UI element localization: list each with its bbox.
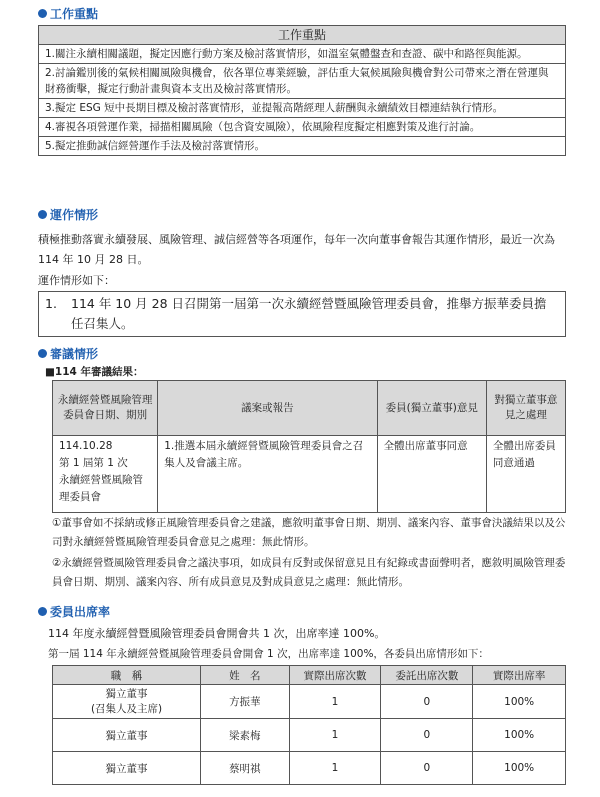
table-cell-actual: 1: [289, 752, 381, 785]
table-row: [53, 436, 566, 513]
table-cell-name: 蔡明祺: [201, 752, 289, 785]
table-header-row: [53, 381, 566, 436]
focus-item: 3.擬定 ESG 短中長期目標及檢討落實情形，並提報高階經理人薪酬與永續績效目標連結執行情形。: [39, 99, 565, 118]
table-row: [53, 719, 566, 752]
section-heading-operation: [38, 206, 98, 223]
focus-item: 1.關注永續相關議題，擬定因應行動方案及檢討落實情形，如溫室氣體盤查和查證、碳中和路徑與能源。: [39, 45, 565, 64]
table-row: [53, 752, 566, 785]
table-header: 委員(獨立董事)意見: [377, 381, 486, 436]
review-note-1: ①董事會如不採納或修正風險管理委員會之建議，應敘明董事會日期、期別、議案內容、董事會決議結果以及公司對永續經營暨風險管理委員會意見之處理：無此情形。: [52, 517, 566, 548]
table-header: 實際出席次數: [289, 666, 381, 685]
section-heading-text: 委員出席率: [50, 605, 111, 619]
attendance-detail-intro: 第一屆 114 年永續經營暨風險管理委員會開會 1 次，出席率達 100%，各委員出席情形如下：: [48, 648, 489, 660]
section-heading-text: 審議情形: [50, 347, 99, 361]
operation-box: [38, 291, 566, 337]
table-cell-proxy: 0: [381, 685, 473, 719]
operation-box-text: 114 年 10 月 28 日召開第一屆第一次永續經營暨風險管理委員會，推舉方振華委員擔任召集人。: [71, 296, 547, 331]
focus-item: 4.審視各項營運作業，掃描相關風險（包含資安風險），依風險程度擬定相應對策及進行討論。: [39, 118, 565, 137]
attendance-table: [52, 665, 566, 785]
table-cell-name: 方振華: [201, 685, 289, 719]
table-cell-opinion: 全體出席董事同意: [377, 436, 486, 513]
table-cell-proposal: 1.推選本屆永續經營暨風險管理委員會之召集人及會議主席。: [158, 436, 377, 513]
table-cell-proxy: 0: [381, 719, 473, 752]
section-heading-text: 工作重點: [50, 7, 99, 21]
table-cell-handling: 全體出席委員同意通過: [486, 436, 565, 513]
section-heading-attendance: [38, 603, 110, 620]
table-cell-rate: 100%: [473, 685, 566, 719]
focus-item: 5.擬定推動誠信經營運作手法及檢討落實情形。: [45, 140, 266, 152]
table-header: 姓 名: [201, 666, 289, 685]
focus-item: 2.討論鑑別後的氣候相關風險與機會，依各單位專業經驗，評估重大氣候風險與機會對公司帶來之潛在營運與財務衝擊，擬定行動計畫與資本支出及檢討落實情形。: [39, 64, 565, 99]
table-header-row: [53, 666, 566, 685]
bullet-dot-icon: [38, 607, 47, 616]
table-header: 委託出席次數: [381, 666, 473, 685]
review-table: [52, 380, 566, 513]
operation-paragraph: 積極推動落實永續發展、風險管理、誠信經營等各項運作，每年一次向董事會報告其運作情形，最近一次為 114 年 10 月 28 日。: [38, 233, 555, 266]
table-cell-rate: 100%: [473, 752, 566, 785]
section-heading-review: [38, 345, 98, 362]
table-header: 永續經營暨風險管理委員會日期、期別: [53, 381, 158, 436]
operation-intro: 運作情形如下：: [38, 274, 115, 287]
attendance-summary: 114 年度永續經營暨風險管理委員會開會共 1 次，出席率達 100%。: [48, 627, 386, 640]
table-cell-rate: 100%: [473, 719, 566, 752]
table-header: 對獨立董事意見之處理: [486, 381, 565, 436]
table-cell-title: 獨立董事 (召集人及主席): [53, 685, 201, 719]
table-cell-actual: 1: [289, 685, 381, 719]
table-header: 實際出席率: [473, 666, 566, 685]
table-cell-title: 獨立董事: [53, 719, 201, 752]
focus-box-header: 工作重點: [39, 26, 565, 45]
section-heading-text: 運作情形: [50, 208, 99, 222]
bullet-dot-icon: [38, 349, 47, 358]
table-header: 職 稱: [53, 666, 201, 685]
table-cell-actual: 1: [289, 719, 381, 752]
operation-box-number: 1.: [45, 296, 57, 311]
review-note-2: ②永續經營暨風險管理委員會之議決事項，如成員有反對或保留意見且有紀錄或書面聲明者，應敘明風險管理委員會日期、期別、議案內容、所有成員意見及對成員意見之處理：無此情形。: [52, 557, 566, 588]
focus-box: [38, 25, 566, 156]
section-heading-focus: [38, 5, 98, 22]
bullet-dot-icon: [38, 9, 47, 18]
table-cell-name: 梁素梅: [201, 719, 289, 752]
table-header: 議案或報告: [158, 381, 377, 436]
table-cell-date: 114.10.28 第 1 屆第 1 次 永續經營暨風險管理委員會: [53, 436, 158, 513]
review-subheading: ■114 年審議結果：: [45, 366, 144, 378]
table-cell-proxy: 0: [381, 752, 473, 785]
table-row: [53, 685, 566, 719]
bullet-dot-icon: [38, 210, 47, 219]
table-cell-title: 獨立董事: [53, 752, 201, 785]
